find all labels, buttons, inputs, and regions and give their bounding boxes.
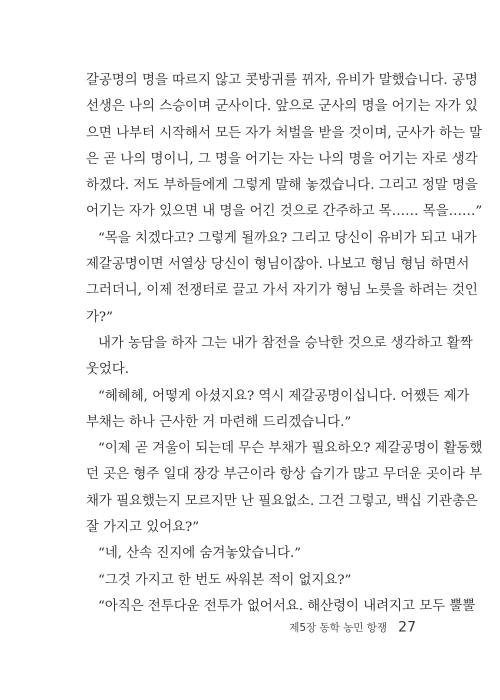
text-line: 던 곳은 형주 일대 장강 부근이라 항상 습기가 많고 무더운 곳이라 부 <box>86 467 483 483</box>
text-line: 잘 가지고 있어요?” <box>86 520 200 536</box>
text-line: 부채는 하나 근사한 거 마련해 드리겠습니다.” <box>86 414 352 430</box>
text-line: 내가 농담을 하자 그는 내가 참전을 승낙한 것으로 생각하고 활짝 <box>98 335 473 351</box>
text-line: 선생은 나의 스승이며 군사이다. 앞으로 군사의 명을 어기는 자가 있 <box>86 99 478 115</box>
page-number: 27 <box>398 619 416 636</box>
text-line: 채가 필요했는지 모르지만 난 필요없소. 그건 그렇고, 백십 기관총은 <box>86 493 478 509</box>
page-footer <box>289 617 416 636</box>
text-line: “이제 곧 겨울이 되는데 무슨 부채가 필요하오? 제갈공명이 활동했 <box>98 441 483 457</box>
text-line: “그것 가지고 한 번도 싸워본 적이 없지요?” <box>98 572 352 588</box>
text-line: “네, 산속 진지에 숨겨놓았습니다.” <box>98 546 302 562</box>
text-line: 어기는 자가 있으면 내 명을 어긴 것으로 간주하고 목…… 목을……” <box>86 204 483 220</box>
text-line: 으면 나부터 시작해서 모든 자가 처벌을 받을 것이며, 군사가 하는 말 <box>86 125 483 141</box>
text-line: “목을 치겠다고? 그렇게 될까요? 그리고 당신이 유비가 되고 내가 <box>98 230 477 246</box>
text-line: 그러더니, 이제 전쟁터로 끌고 가서 자기가 형님 노릇을 하려는 것인 <box>86 283 478 299</box>
text-line: 하겠다. 저도 부하들에게 그렇게 말해 놓겠습니다. 그리고 정말 명을 <box>86 178 478 194</box>
text-line: “헤헤헤, 어떻게 아셨지요? 역시 제갈공명이십니다. 어쨌든 제가 <box>98 388 470 404</box>
text-line: 갈공명의 명을 따르지 않고 콧방귀를 뀌자, 유비가 말했습니다. 공명 <box>86 73 478 88</box>
text-line: 웃었다. <box>86 362 130 378</box>
chapter-title: 제5장 동학 농민 항쟁 <box>289 622 388 634</box>
text-line: 가?” <box>86 309 113 325</box>
text-line: 제갈공명이면 서열상 당신이 형님이잖아. 나보고 형님 형님 하면서 <box>86 257 470 273</box>
text-line: “아직은 전투다운 전투가 없어서요. 해산령이 내려지고 모두 뿔뿔 <box>98 598 476 614</box>
body-text <box>86 68 483 620</box>
text-line: 은 곧 나의 명이니, 그 명을 어기는 자는 나의 명을 어기는 자로 생각 <box>86 151 478 167</box>
